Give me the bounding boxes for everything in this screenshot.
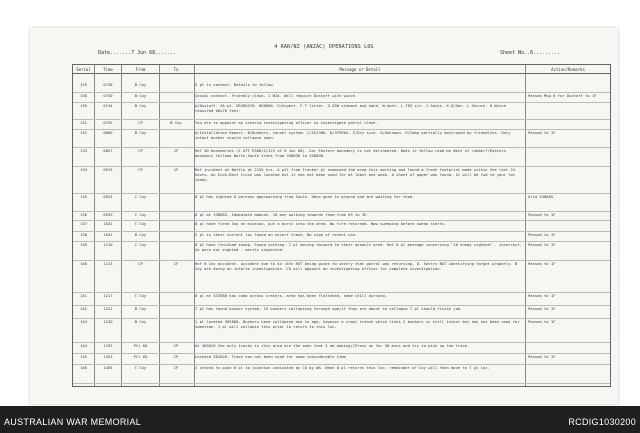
cell-from: C Coy: [134, 221, 147, 227]
table-header: [73, 65, 610, 74]
cell-to: CP: [173, 365, 179, 371]
cell-action: Passed to 1F: [528, 211, 556, 217]
cell-from: B Coy: [134, 306, 147, 311]
cell-serial: 136: [80, 211, 87, 217]
cell-msg: 5 pl in contact. Details to follow: [195, 82, 273, 87]
cell-msg: 7 pl has found bunker system, 15 bunkers collapsing through age/if they are about to collapse 7 pl should finish job.: [195, 306, 463, 311]
cell-time: 1353: [103, 354, 113, 359]
cell-from: B Coy: [134, 130, 147, 135]
cell-time: 0924: [103, 194, 113, 199]
footer-reference: RCDIG1030200: [568, 417, 636, 427]
cell-from: B Coy: [134, 232, 147, 238]
cell-msg: A/Dustoff. GA p1. GR389370. DR0000. G/Urgent. F.T litter. G.GSW stomach and hand. W.dart. L.783 c/s. J.Sacks. K.O/Gar. L.Secure. R.Winch required 60x70 feet.: [195, 102, 506, 113]
table-row: [73, 241, 610, 261]
footer-source: AUSTRALIAN WAR MEMORIAL: [4, 417, 142, 427]
cell-time: 0943: [103, 211, 113, 217]
cell-from: CP: [138, 120, 143, 126]
cell-from: B Coy: [134, 82, 147, 87]
cell-serial: 139: [80, 242, 87, 247]
cell-time: 1230: [103, 318, 113, 324]
table-row: [73, 292, 610, 306]
cell-msg: 8 pl at 337888 has come across craters, area has been flattened, some still burning.: [195, 293, 388, 299]
cell-serial: 141: [80, 293, 87, 299]
cell-from: C Coy: [134, 242, 147, 247]
table-row: [73, 193, 610, 212]
cell-to: 1F: [173, 147, 179, 153]
cell-msg: I intend to push 8 pl to location indicated by CO by WA. When 8 pl returns this loc, remainder of Coy will then move to 7 pl loc.: [195, 365, 490, 371]
cell-to: B Coy: [170, 120, 182, 126]
cell-time: 1222: [103, 306, 113, 311]
cell-serial: 133: [80, 147, 87, 153]
log-table: [72, 64, 611, 387]
cell-from: B Coy: [134, 93, 147, 99]
cell-from: B Coy: [134, 318, 147, 324]
cell-to: 1F: [173, 166, 179, 172]
cell-time: 0827: [103, 147, 113, 153]
cell-serial: 142: [80, 306, 87, 311]
header-serial: Serial: [76, 67, 91, 72]
cell-from: C Coy: [134, 365, 147, 371]
table-row: [73, 147, 610, 167]
cell-serial: 130: [80, 93, 87, 99]
cell-serial: 146: [80, 365, 87, 371]
cell-action: Passed to 1F: [528, 130, 556, 135]
cell-action: Passed to 1F: [528, 318, 556, 324]
cell-serial: 140: [80, 261, 87, 267]
cell-msg: 8 pl at 338885. Immediate ambush. 10 men walking towards them from 6S to 3E.: [195, 211, 369, 217]
cell-time: 0744: [103, 102, 113, 108]
table-row: [73, 305, 610, 319]
cell-action: Grid 338885: [528, 194, 554, 199]
cell-action: Passed to 1F: [528, 354, 556, 359]
cell-serial: 131: [80, 120, 87, 126]
cell-msg: Ref B Coy accident. Accident due to 4x (4th RUT being given to sentry that patrol was returning. 8. Sentry NOT identifying target properly. B Coy are doing an interim investigation. CO will appoint an investigating officer for complete investigation.: [195, 261, 518, 272]
cell-msg: Casual contact. Friendly clash. 1 WIA. Will require Dustoff with winch: [195, 93, 356, 99]
cell-serial: 134: [80, 166, 87, 172]
cell-time: 0806: [103, 130, 113, 135]
cell-serial: 132: [80, 130, 87, 135]
table-row: [73, 260, 610, 293]
cell-from: B Coy: [134, 102, 147, 108]
cell-time: 0738: [103, 82, 113, 87]
cell-from: Ptl 85: [133, 354, 148, 359]
cell-msg: At 383019 the only tracks in this area are the ones that I am making//Press on for 30 mins and try to pick up the track.: [195, 342, 470, 348]
cell-action: Passed to 1F: [528, 242, 556, 247]
cell-action: Passed Msg 6 for Dustoff to 1F: [528, 93, 597, 99]
cell-from: CP: [138, 147, 143, 153]
table-row: [73, 364, 610, 384]
cell-time: 1113: [103, 261, 113, 267]
cell-serial: 135: [80, 194, 87, 199]
log-title: 4 RAR/NZ (ANZAC) OPERATIONS LOG: [274, 44, 374, 50]
cell-time: 1110: [103, 242, 113, 247]
cell-action: Passed to 1F: [528, 232, 556, 238]
header-to: To: [173, 67, 179, 72]
cell-action: Passed to 1F: [528, 261, 556, 267]
table-row: [73, 129, 610, 148]
cell-msg: Ref incident at Nattle at 2155 hrs. A ptl from Tracker pl examined the area this morning and found a fresh footprint made within the last 24 hours. An Ecoh-Bent truck was located but it has not been used for at least one week. A sheet of paper was found. It will be fwd to your loc today.: [195, 166, 516, 182]
cell-from: C Coy: [134, 293, 147, 299]
cell-msg: 1 pl located 365880. Bunkers have collapsed due to age, however a crawl trench which links 2 bunkers is still intact but has not been used for sometime. 1 pl will collapse this prior to return to this loc.: [195, 318, 520, 329]
header-action: Action/Remarks: [551, 67, 585, 72]
cell-from: CP: [138, 166, 143, 172]
cell-from: C Coy: [134, 211, 147, 217]
archive-footer: [0, 406, 640, 433]
cell-time: 1217: [103, 293, 113, 299]
header-time: Time: [103, 67, 113, 72]
cell-serial: 145: [80, 354, 87, 359]
cell-msg: 8 pl have fired 3xp on mission, put a burst into the area. No fire returned. Now sweeping before sweep starts.: [195, 221, 447, 227]
cell-from: Ptl 85: [133, 342, 148, 348]
cell-time: 1041: [103, 232, 113, 238]
log-sheet: [30, 28, 618, 404]
cell-msg: 8 pl has sighted 6 persons approaching from South. Have gone to ground and are waiting for them.: [195, 194, 415, 199]
cell-time: 0755: [103, 120, 113, 126]
cell-serial: 138: [80, 232, 87, 238]
header-from: From: [135, 67, 146, 72]
cell-time: 0740: [103, 93, 113, 99]
cell-to: 1F: [173, 261, 179, 267]
cell-time: 1255: [103, 342, 113, 348]
cell-msg: You are to appoint an interim investigating officer to investigate patrol clash.: [195, 120, 378, 126]
cell-time: 0915: [103, 166, 113, 172]
cell-from: CP: [138, 261, 143, 267]
cell-serial: 144: [80, 342, 87, 348]
cell-serial: 137: [80, 221, 87, 227]
table-row: [73, 166, 610, 194]
log-date: Date.......7 Jun 68.......: [98, 50, 177, 56]
cell-serial: 129: [80, 82, 87, 87]
cell-msg: Located 362020. Track has not been used for some considerable time: [195, 354, 346, 359]
cell-msg: 2 pl in their current loc found an escort track. No sign of recent use.: [195, 232, 358, 238]
cell-time: 1022: [103, 221, 113, 227]
cell-action: Passed to 1F: [528, 293, 556, 299]
cell-time: 1405: [103, 365, 113, 371]
table-row: [73, 102, 610, 121]
table-row: [73, 318, 610, 343]
cell-serial: 143: [80, 318, 87, 324]
cell-from: C Coy: [134, 194, 147, 199]
cell-action: Passed to 1F: [528, 306, 556, 311]
cell-serial: 130: [80, 102, 87, 108]
cell-msg: Ref 4D boundaries (1 ATF R300/2/123 of 6 Jun 68). Our Eastern boundary is not delineated. Does it follow road me West of rubber?/Eastern boundary follows North-South track from 350836 to 358898.: [195, 147, 506, 158]
sheet-number: Sheet No..6.........: [500, 50, 561, 56]
header-message: Message or Detail: [339, 67, 381, 72]
cell-msg: 8 pl have finished sweep. Found nothing. 7 pl moving forward to their assault area. Ref 8 pl message concerning "10 enemy sighted" - incorrect. 4x were not sighted - merely suspected.: [195, 242, 522, 252]
cell-to: CP: [173, 342, 179, 348]
cell-msg: A/Installation Report. B/Bunkers, tunnel system. C/XS1306. D/379904. F/Dry size. G/Unknown. H/Camp partially destroyed by friendlies. Only intact bunker should collapse soon.: [195, 130, 511, 140]
cell-to: CP: [173, 354, 179, 359]
